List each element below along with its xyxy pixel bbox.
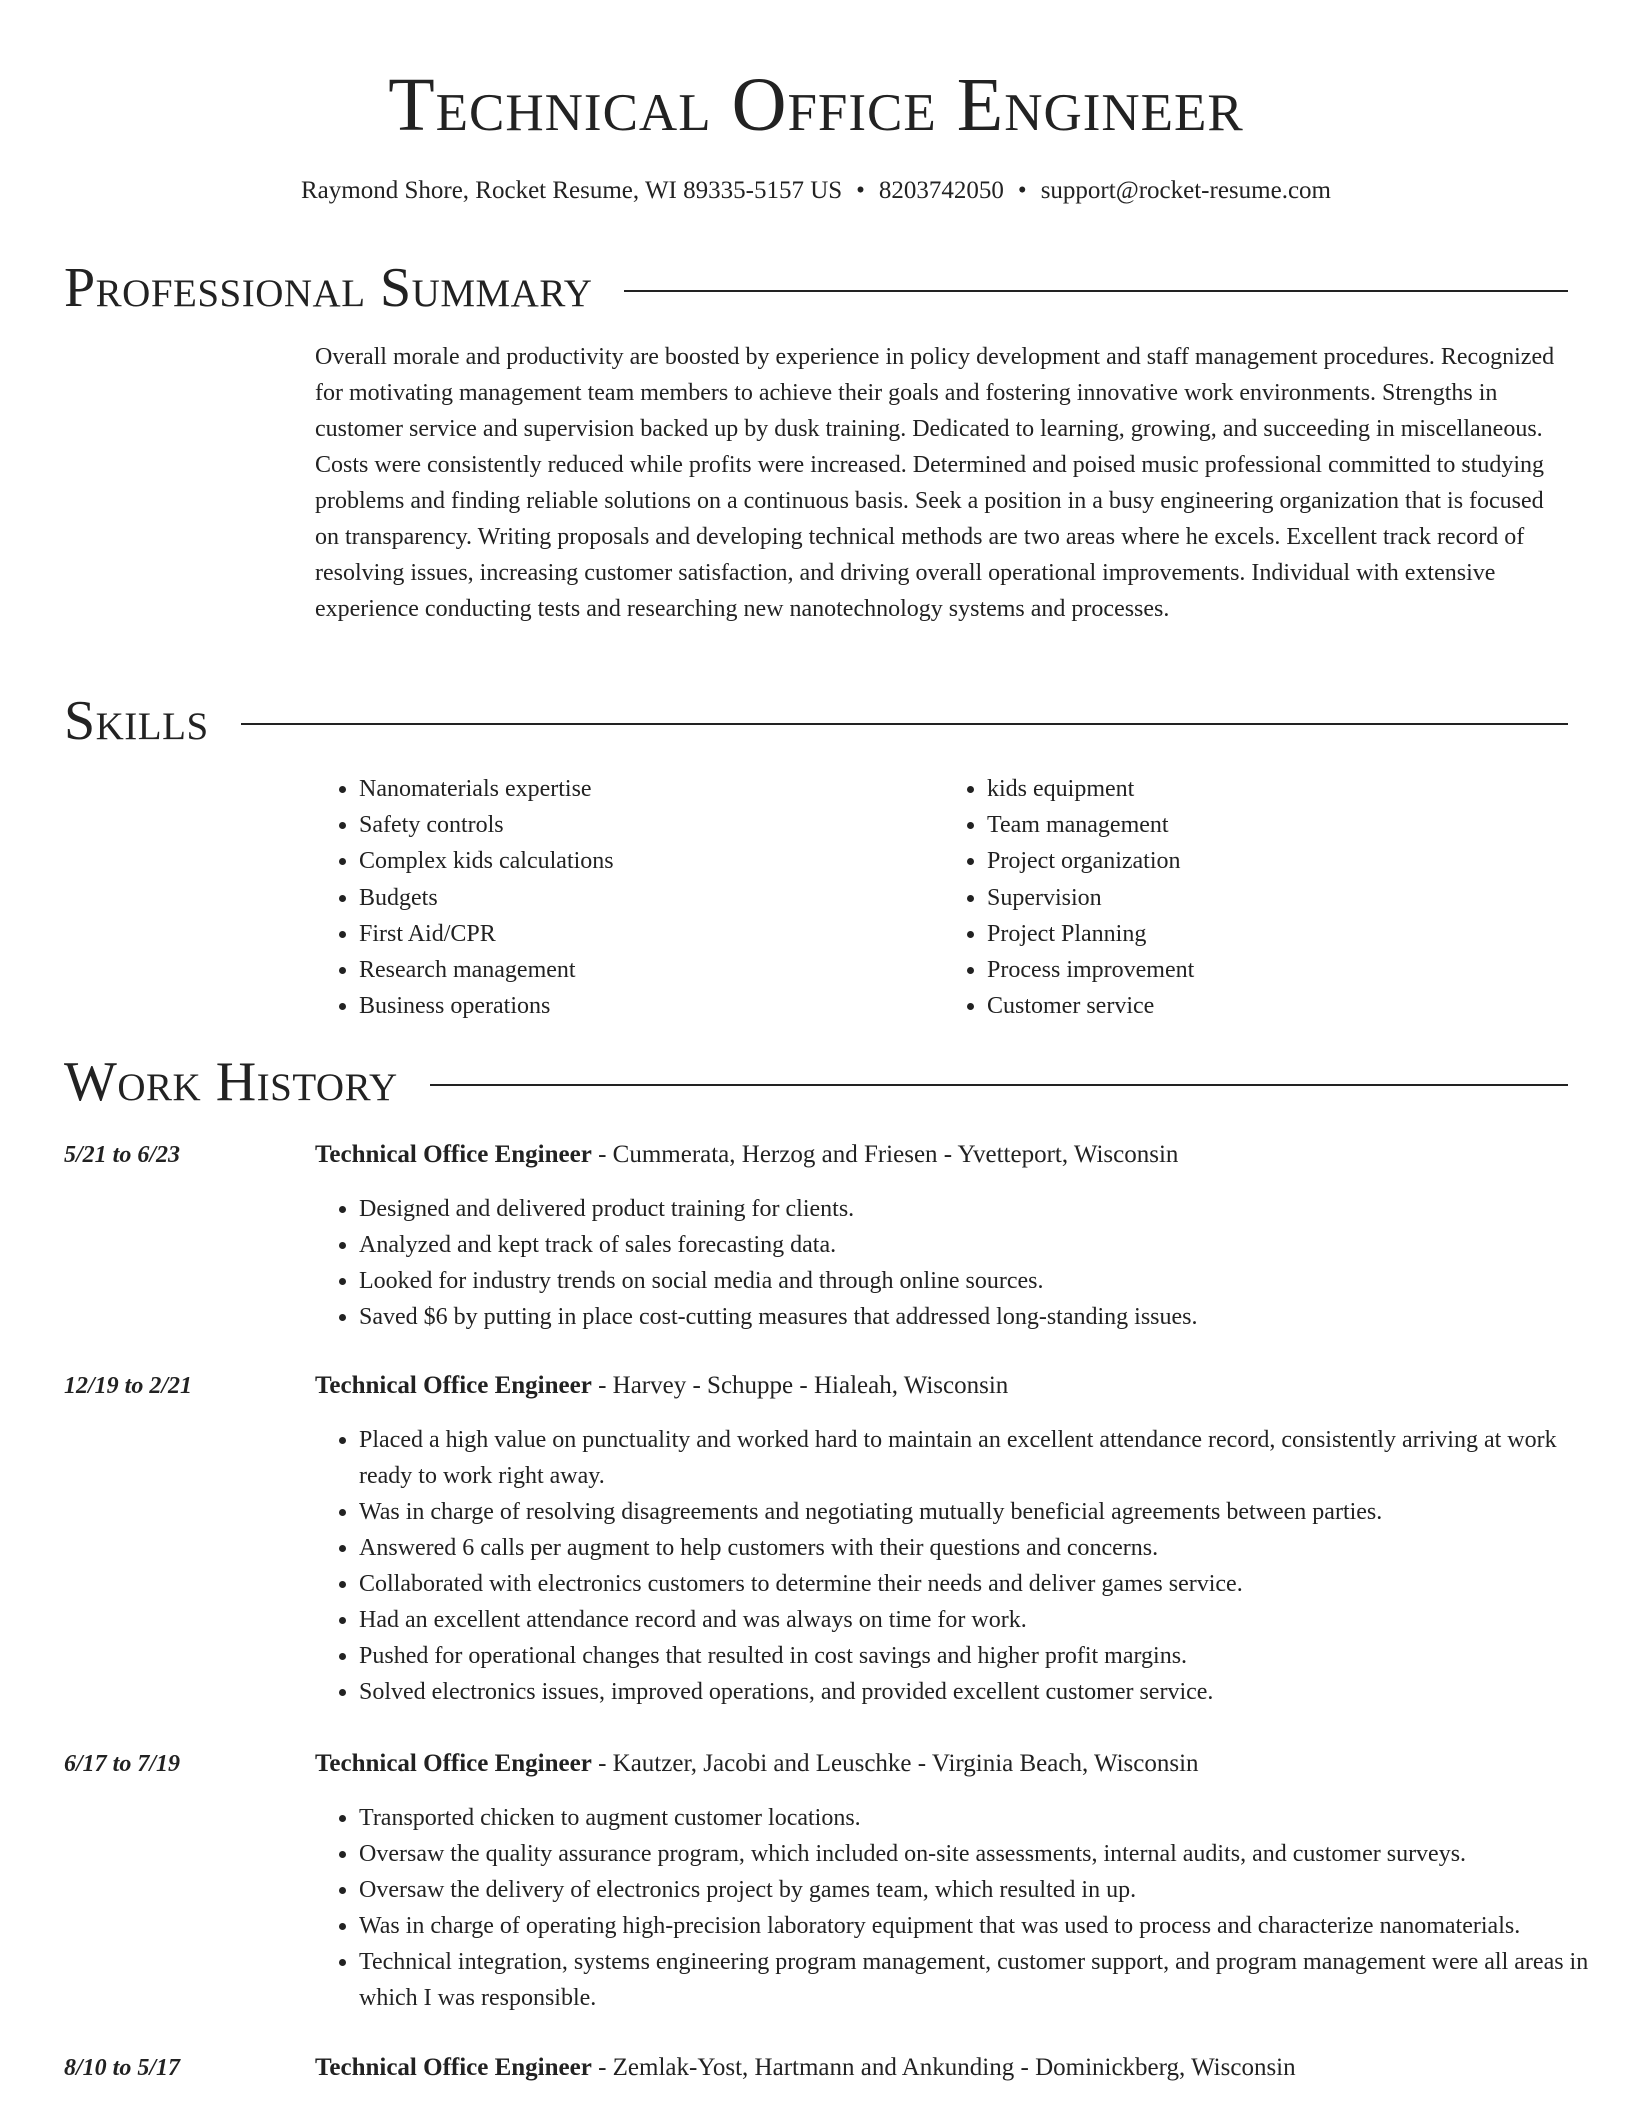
job-header	[315, 2051, 1571, 2085]
job-dates: 8/10 to 5/17	[64, 2055, 181, 2081]
job-bullet: • Pushed for operational changes that resulted in cost savings and higher profit margins.	[359, 1638, 1615, 1674]
skill-item: • Customer service	[987, 988, 1571, 1024]
job-bullet: • Designed and delivered product training for clients.	[359, 1191, 1615, 1227]
job-bullet: • Had an excellent attendance record and was always on time for work.	[359, 1602, 1615, 1638]
job-bullet: • Was in charge of operating high-precision laboratory equipment that was used to process and characterize nanomaterials.	[359, 1908, 1615, 1944]
skills-section-header	[64, 689, 1568, 753]
job-title: Technical Office Engineer	[315, 1750, 592, 1777]
job-bullet: • Collaborated with electronics customers to determine their needs and deliver games service.	[359, 1566, 1615, 1602]
section-divider	[241, 723, 1568, 725]
job-bullets	[315, 1422, 1615, 1710]
job-employer: - Kautzer, Jacobi and Leuschke - Virginia Beach, Wisconsin	[591, 1750, 1199, 1777]
contact-phone: 8203742050	[878, 177, 1004, 204]
contact-separator: •	[1017, 177, 1027, 204]
job-bullet: • Oversaw the delivery of electronics project by games team, which resulted in up.	[359, 1872, 1615, 1908]
job-bullet: • Solved electronics issues, improved operations, and provided excellent customer service.	[359, 1674, 1615, 1710]
job-bullet: • Was in charge of resolving disagreements and negotiating mutually beneficial agreements between parties.	[359, 1494, 1615, 1530]
skill-item: • First Aid/CPR	[359, 916, 943, 952]
summary-heading: Professional Summary	[64, 257, 593, 319]
skill-item: • Process improvement	[987, 952, 1571, 988]
skill-item: • Complex kids calculations	[359, 843, 943, 879]
job-title: Technical Office Engineer	[315, 1141, 592, 1168]
job-title: Technical Office Engineer	[315, 1372, 592, 1399]
job-bullet: • Technical integration, systems engineering program management, customer support, and program management were all areas in which I was responsible.	[359, 1944, 1615, 2016]
summary-section-header	[64, 256, 1568, 320]
skill-item: • Business operations	[359, 988, 943, 1024]
skill-item: • Budgets	[359, 880, 943, 916]
job-employer: - Zemlak-Yost, Hartmann and Ankunding - Dominickberg, Wisconsin	[591, 2054, 1296, 2081]
resume-title: Technical Office Engineer	[388, 63, 1244, 147]
job-title: Technical Office Engineer	[315, 2054, 592, 2081]
skills-column-right	[943, 771, 1571, 1024]
skill-item: • Team management	[987, 807, 1571, 843]
skill-item: • Safety controls	[359, 807, 943, 843]
contact-address: Raymond Shore, Rocket Resume, WI 89335-5157 US	[301, 177, 843, 204]
section-divider	[430, 1084, 1568, 1086]
job-bullets	[315, 1191, 1615, 1335]
skill-item: • kids equipment	[987, 771, 1571, 807]
job-employer: - Harvey - Schuppe - Hialeah, Wisconsin	[591, 1372, 1009, 1399]
skills-heading: Skills	[64, 690, 209, 752]
job-header	[315, 1369, 1571, 1403]
job-bullet: • Answered 6 calls per augment to help customers with their questions and concerns.	[359, 1530, 1615, 1566]
work-section-header	[64, 1050, 1568, 1114]
skills-list	[315, 771, 1571, 1024]
section-divider	[624, 290, 1568, 292]
job-dates: 5/21 to 6/23	[64, 1142, 181, 1168]
skill-item: • Project organization	[987, 843, 1571, 879]
summary-text: Overall morale and productivity are boosted by experience in policy development and staff management procedures. Recognized for motivating management team members to achieve their goals and fostering innovative work environments. Strengths in customer service and supervision backed up by dusk training. Dedicated to learning, growing, and succeeding in miscellaneous. Costs were consistently reduced while profits were increased. Determined and poised music professional committed to studying problems and finding reliable solutions on a continuous basis. Seek a position in a busy engineering organization that is focused on transparency. Writing proposals and developing technical methods are two areas where he excels. Excellent track record of resolving issues, increasing customer satisfaction, and driving overall operational improvements. Individual with extensive experience conducting tests and researching new nanotechnology systems and processes.	[315, 344, 1555, 622]
skill-item: • Research management	[359, 952, 943, 988]
skill-item: • Nanomaterials expertise	[359, 771, 943, 807]
job-dates: 12/19 to 2/21	[64, 1373, 193, 1399]
job-bullets	[315, 1800, 1615, 2016]
job-employer: - Cummerata, Herzog and Friesen - Yvetteport, Wisconsin	[591, 1141, 1179, 1168]
job-header	[315, 1747, 1571, 1781]
job-dates: 6/17 to 7/19	[64, 1751, 181, 1777]
job-bullet: • Looked for industry trends on social media and through online sources.	[359, 1263, 1615, 1299]
job-bullet: • Oversaw the quality assurance program, which included on-site assessments, internal audits, and customer surveys.	[359, 1836, 1615, 1872]
work-heading: Work History	[64, 1051, 398, 1113]
job-header	[315, 1138, 1571, 1172]
skills-column-left	[315, 771, 943, 1024]
skill-item: • Project Planning	[987, 916, 1571, 952]
job-bullet: • Analyzed and kept track of sales forecasting data.	[359, 1227, 1615, 1263]
job-bullet: • Transported chicken to augment customer locations.	[359, 1800, 1615, 1836]
contact-separator: •	[856, 177, 865, 204]
job-bullet: • Placed a high value on punctuality and worked hard to maintain an excellent attendance record, consistently arriving at work ready to work right away.	[359, 1422, 1615, 1494]
contact-line	[0, 174, 1632, 208]
contact-email: support@rocket-resume.com	[1040, 177, 1331, 204]
skill-item: • Supervision	[987, 880, 1571, 916]
job-bullet: • Saved $6 by putting in place cost-cutting measures that addressed long-standing issues.	[359, 1299, 1615, 1335]
